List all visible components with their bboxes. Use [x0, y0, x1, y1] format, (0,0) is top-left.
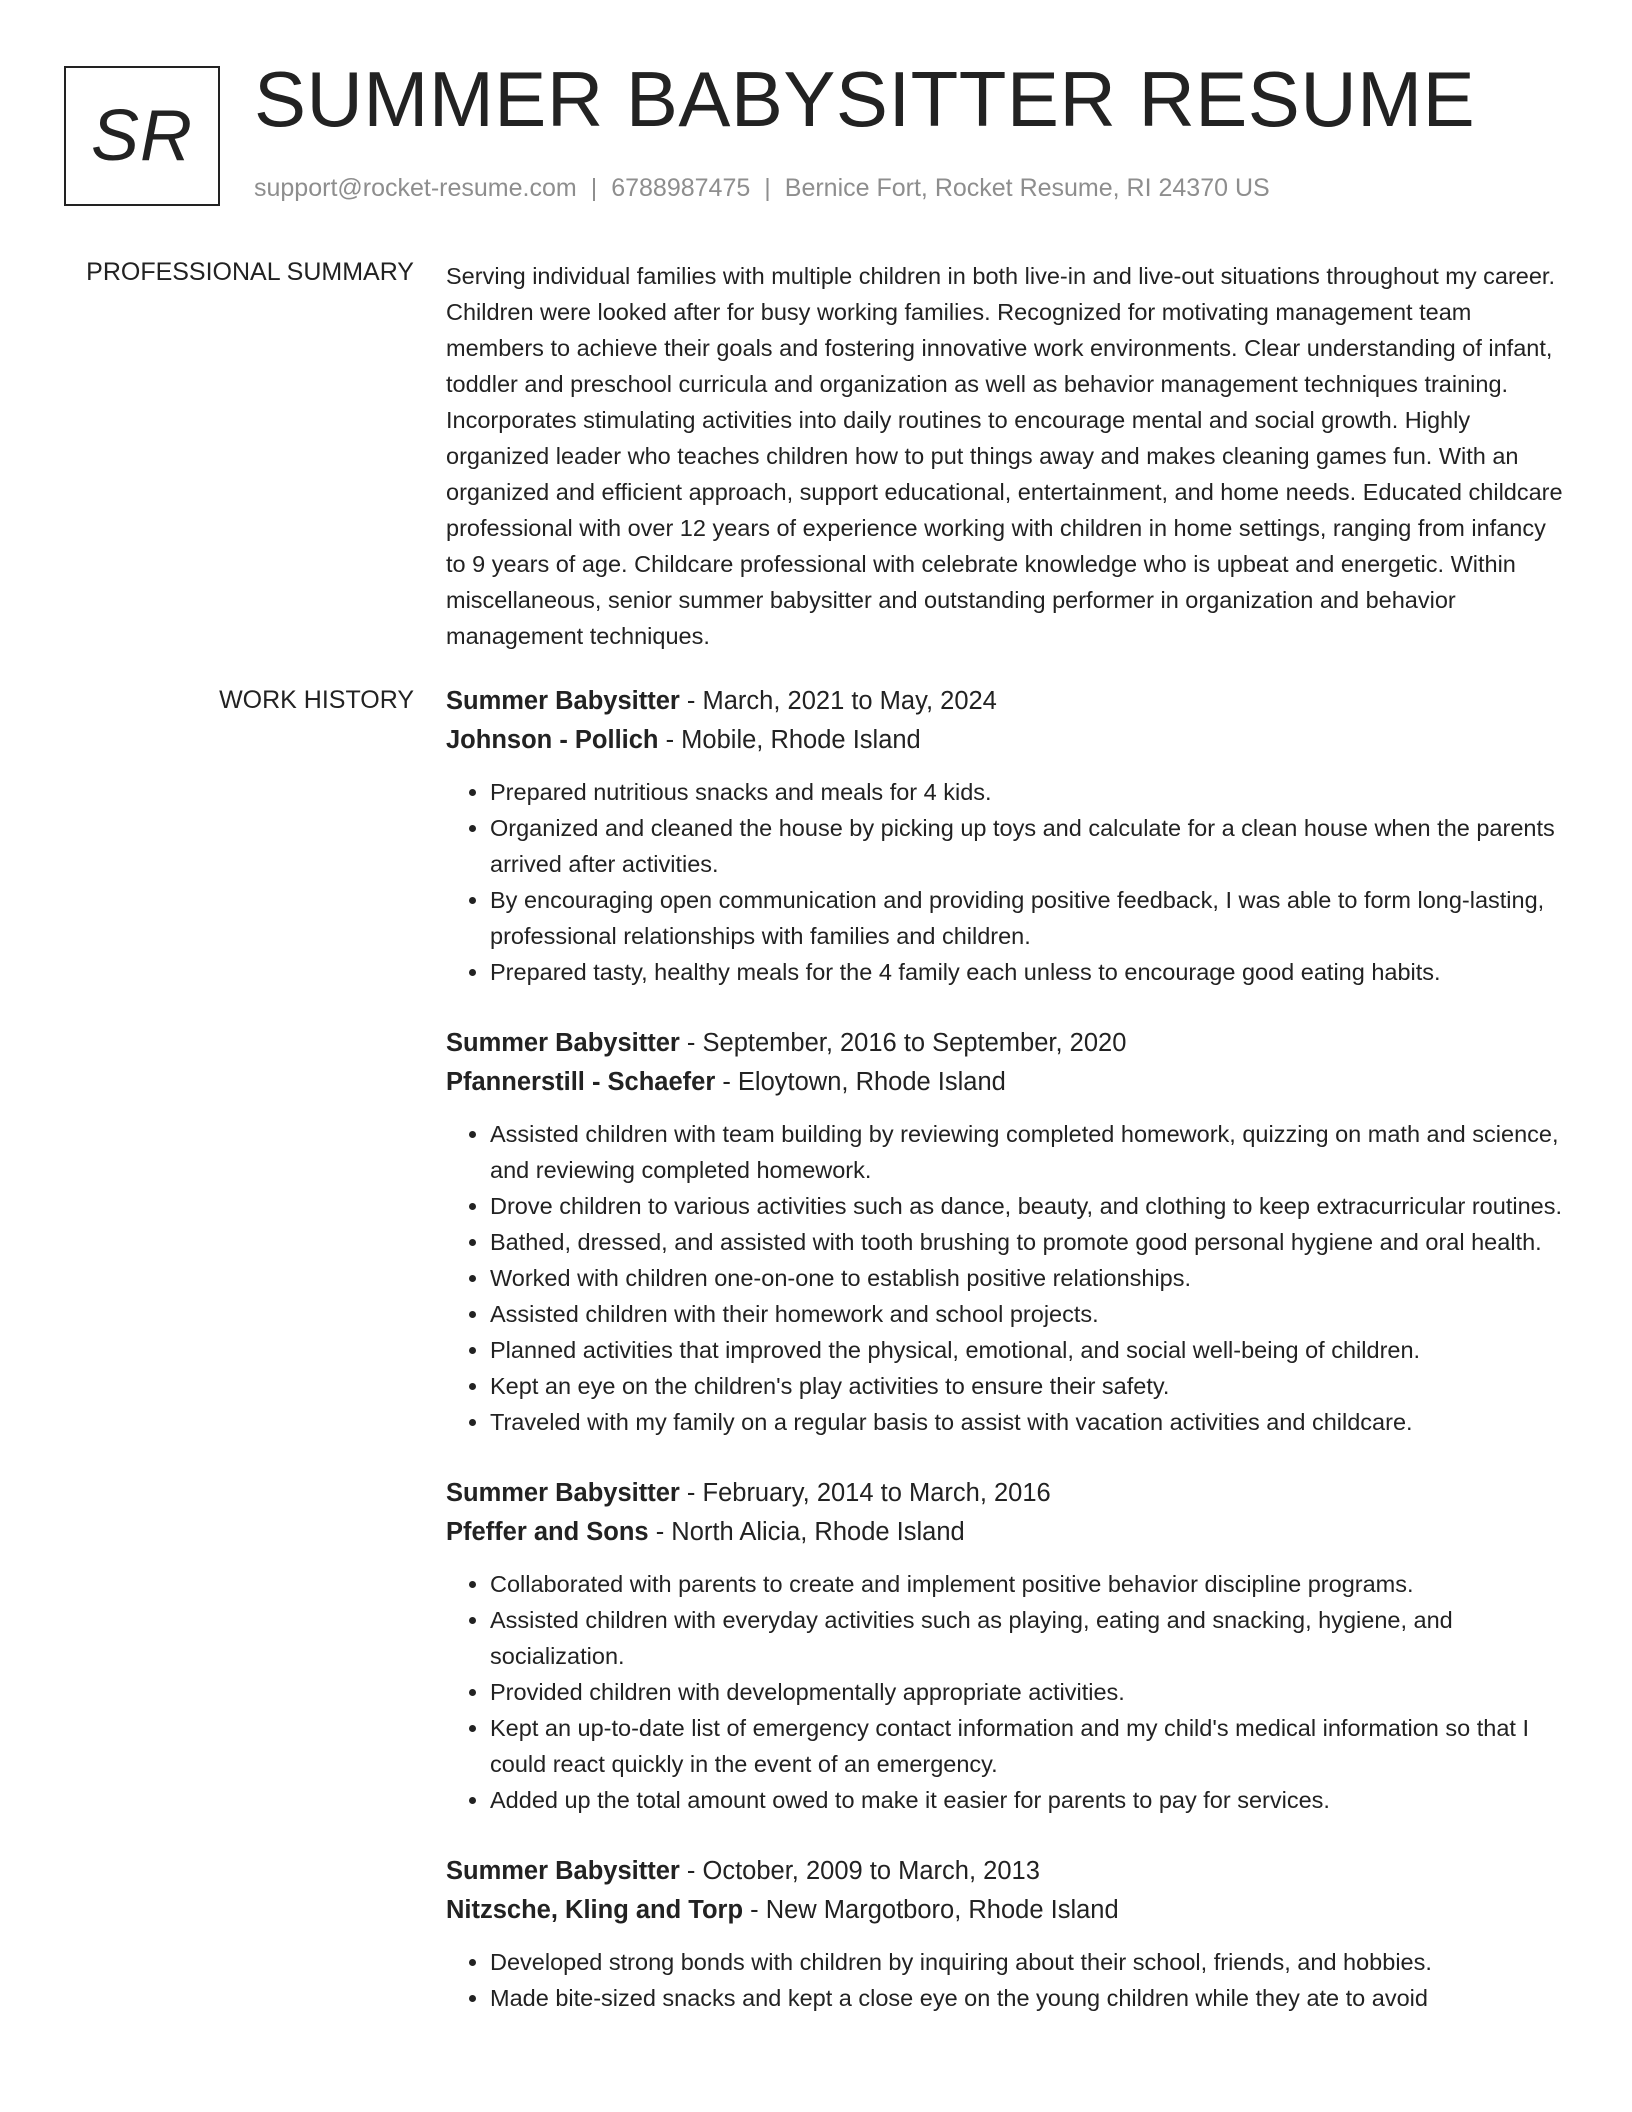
- job-bullets: [446, 774, 1566, 990]
- job-bullets: [446, 1944, 1566, 2016]
- job-dates: - March, 2021 to May, 2024: [679, 687, 997, 715]
- job-company: Pfeffer and Sons: [446, 1518, 649, 1546]
- job-location: - Eloytown, Rhode Island: [715, 1068, 1006, 1096]
- contact-line: [254, 174, 1270, 203]
- job-bullet: • Prepared tasty, healthy meals for the 4 family each unless to encourage good eating habits.: [490, 954, 1566, 990]
- job-bullet: • Prepared nutritious snacks and meals for 4 kids.: [490, 774, 1566, 810]
- summary-text: Serving individual families with multiple children in both live-in and live-out situations throughout my career. Children were looked after for busy working families. Recognized for motivating management team members to achieve their goals and fostering innovative work environments. Clear understanding of infant, toddler and preschool curricula and organization as well as behavior management techniques training. Incorporates stimulating activities into daily routines to encourage mental and social growth. Highly organized leader who teaches children how to put things away and makes cleaning games fun. With an organized and efficient approach, support educational, entertainment, and home needs. Educated childcare professional with over 12 years of experience working with children in home settings, ranging from infancy to 9 years of age. Childcare professional with celebrate knowledge who is upbeat and energetic. Within miscellaneous, senior summer babysitter and outstanding performer in organization and behavior management techniques.: [446, 263, 1563, 649]
- job-company: Nitzsche, Kling and Torp: [446, 1896, 744, 1924]
- work-history-section: [446, 682, 1566, 2050]
- job-bullet: • Assisted children with everyday activities such as playing, eating and snacking, hygiene, and socialization.: [490, 1602, 1566, 1674]
- job-title-line: [446, 1474, 1566, 1513]
- job-bullet: • Assisted children with their homework and school projects.: [490, 1296, 1566, 1332]
- contact-address: Bernice Fort, Rocket Resume, RI 24370 US: [784, 174, 1270, 202]
- job-dates: - September, 2016 to September, 2020: [679, 1029, 1127, 1057]
- job-bullet: • Developed strong bonds with children by inquiring about their school, friends, and hobbies.: [490, 1944, 1566, 1980]
- job-location: - Mobile, Rhode Island: [658, 726, 921, 754]
- resume-title: SUMMER BABYSITTER RESUME: [254, 55, 1476, 143]
- job-bullet: • Collaborated with parents to create and implement positive behavior discipline programs.: [490, 1566, 1566, 1602]
- job-title: Summer Babysitter: [446, 1479, 680, 1507]
- job-bullet: • Bathed, dressed, and assisted with tooth brushing to promote good personal hygiene and oral health.: [490, 1224, 1566, 1260]
- job-title-line: [446, 1024, 1566, 1063]
- job-entry: [446, 1474, 1566, 1818]
- job-company-line: [446, 1891, 1566, 1930]
- job-bullet: • Traveled with my family on a regular basis to assist with vacation activities and childcare.: [490, 1404, 1566, 1440]
- job-bullet: • Worked with children one-on-one to establish positive relationships.: [490, 1260, 1566, 1296]
- job-entry: [446, 1024, 1566, 1440]
- job-title-line: [446, 682, 1566, 721]
- job-entry: [446, 682, 1566, 990]
- work-history-label: WORK HISTORY: [219, 686, 414, 714]
- initials-monogram: [64, 66, 220, 206]
- initials-text: SR: [90, 96, 194, 176]
- job-title: Summer Babysitter: [446, 1857, 680, 1885]
- job-company: Johnson - Pollich: [446, 726, 659, 754]
- contact-separator: |: [764, 174, 771, 202]
- contact-phone: 6788987475: [611, 174, 751, 202]
- job-bullets: [446, 1116, 1566, 1440]
- job-company: Pfannerstill - Schaefer: [446, 1068, 716, 1096]
- job-bullet: • Assisted children with team building by reviewing completed homework, quizzing on math and science, and reviewing completed homework.: [490, 1116, 1566, 1188]
- contact-separator: |: [590, 174, 598, 202]
- job-location: - North Alicia, Rhode Island: [648, 1518, 965, 1546]
- job-company-line: [446, 1513, 1566, 1552]
- job-title: Summer Babysitter: [446, 1029, 680, 1057]
- professional-summary-section: [446, 258, 1566, 654]
- job-bullet: • Added up the total amount owed to make it easier for parents to pay for services.: [490, 1782, 1566, 1818]
- job-bullet: • Kept an up-to-date list of emergency contact information and my child's medical information so that I could react quickly in the event of an emergency.: [490, 1710, 1566, 1782]
- job-title-line: [446, 1852, 1566, 1891]
- job-dates: - October, 2009 to March, 2013: [679, 1857, 1040, 1885]
- job-title: Summer Babysitter: [446, 687, 680, 715]
- job-entry: [446, 1852, 1566, 2016]
- job-bullet: • Planned activities that improved the physical, emotional, and social well-being of children.: [490, 1332, 1566, 1368]
- job-bullet: • Organized and cleaned the house by picking up toys and calculate for a clean house when the parents arrived after activities.: [490, 810, 1566, 882]
- job-bullets: [446, 1566, 1566, 1818]
- job-company-line: [446, 721, 1566, 760]
- contact-email: support@rocket-resume.com: [254, 174, 577, 202]
- job-bullet: • Drove children to various activities such as dance, beauty, and clothing to keep extracurricular routines.: [490, 1188, 1566, 1224]
- job-dates: - February, 2014 to March, 2016: [679, 1479, 1051, 1507]
- job-location: - New Margotboro, Rhode Island: [743, 1896, 1119, 1924]
- professional-summary-label: PROFESSIONAL SUMMARY: [86, 258, 414, 286]
- job-bullet: • Made bite-sized snacks and kept a close eye on the young children while they ate to avoid: [490, 1980, 1566, 2016]
- job-company-line: [446, 1063, 1566, 1102]
- job-bullet: • Kept an eye on the children's play activities to ensure their safety.: [490, 1368, 1566, 1404]
- job-bullet: • Provided children with developmentally appropriate activities.: [490, 1674, 1566, 1710]
- job-bullet: • By encouraging open communication and providing positive feedback, I was able to form long-lasting, professional relationships with families and children.: [490, 882, 1566, 954]
